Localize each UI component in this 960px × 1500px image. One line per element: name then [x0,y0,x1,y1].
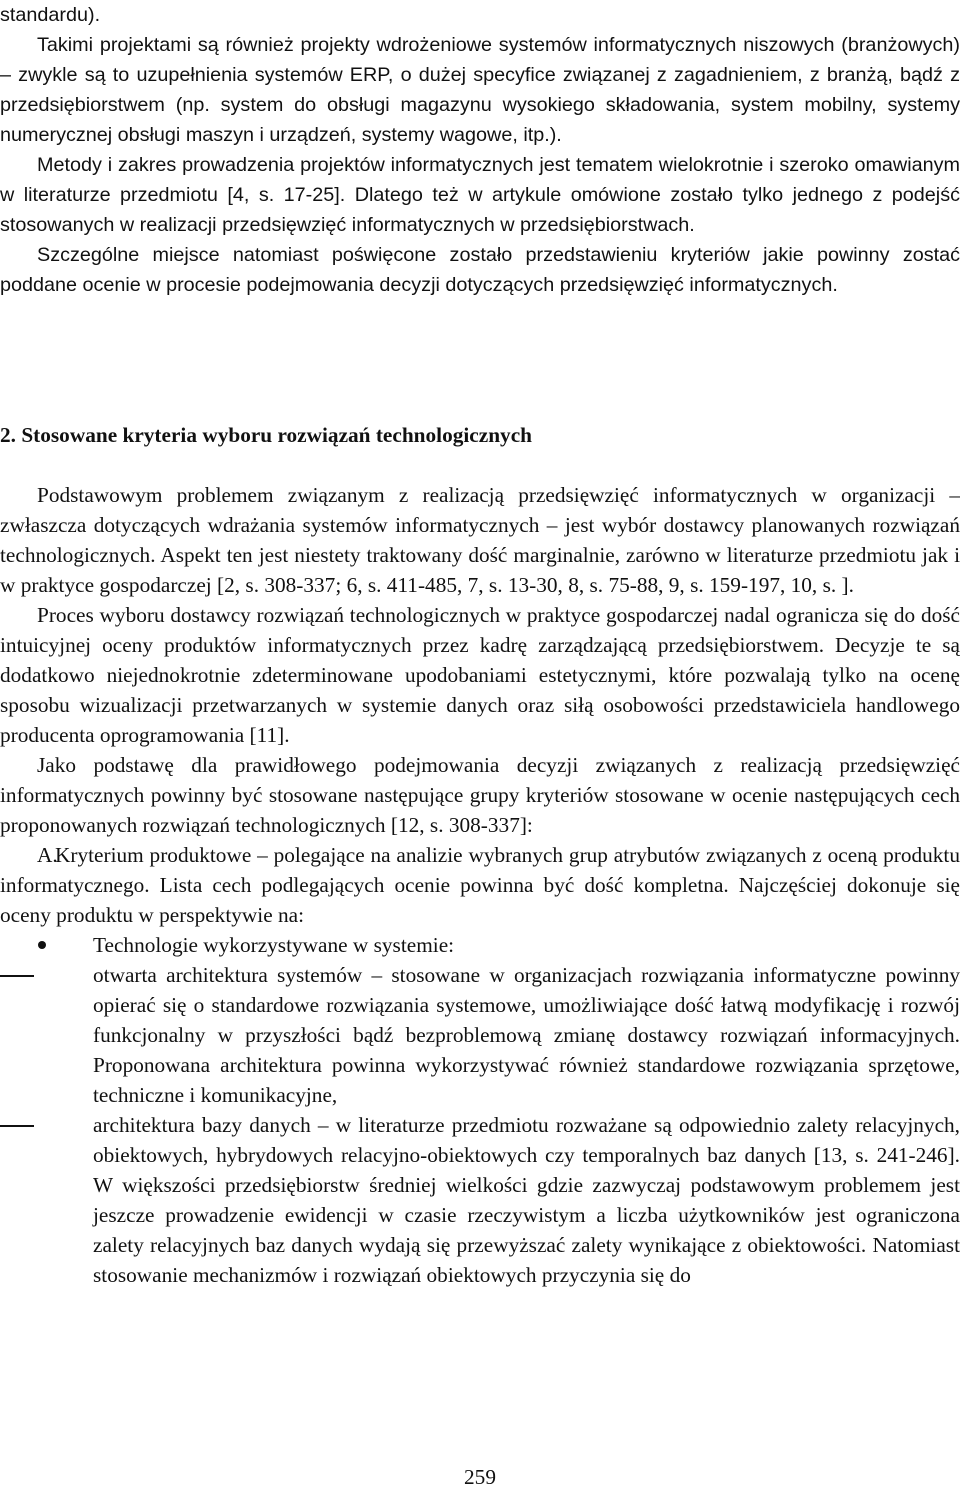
criteria-list [0,930,960,1290]
list-item-text: architektura bazy danych – w literaturze przedmiotu rozważane są odpowiednio zalety relacyjnych, obiektowych, hybrydowych relacyjno-obiektowych czy temporalnych baz danych [13, s. 241-246]. W większości przedsiębiorstw średniej wielkości gdzie zazwyczaj podstawowym problemem jest jeszcze prowadzenie ewidencji w czasie rzeczywistym a liczba użytkowników jest ograniczona zalety relacyjnych baz danych wydają się przewyższać zalety wynikające z obiektowości. Natomiast stosowanie mechanizmów i rozwiązań obiektowych przyczynia się do [93,1113,960,1287]
list-item [0,1110,960,1290]
section-1-body [0,30,960,300]
criterion-label: A. [37,843,58,867]
section-2-body [0,480,960,1290]
list-item [0,960,960,1110]
paragraph: Podstawowym problemem związanym z realizacją przedsięwzięć informatycznych w organizacji – zwłaszcza dotyczących wdrażania systemów informatycznych – jest wybór dostawcy planowanych rozwiązań technologicznych. Aspekt ten jest niestety traktowany dość marginalnie, zarówno w literaturze przedmiotu jak i w praktyce gospodarczej [2, s. 308-337; 6, s. 411-485, 7, s. 13-30, 8, s. 75-88, 9, s. 159-197, 10, s. ]. [0,483,960,597]
section-2 [0,420,960,1287]
list-item-text: Technologie wykorzystywane w systemie: [93,933,455,957]
paragraph: Jako podstawę dla prawidłowego podejmowania decyzji związanych z realizacją przedsięwzięć informatycznych powinny być stosowane następujące grupy kryteriów stosowane w ocenie następujących cech proponowanych rozwiązań technologicznych [12, s. 308-337]: [0,753,960,837]
page-number: 259 [464,1465,496,1489]
dash-icon [0,975,34,977]
paragraph: Szczególne miejsce natomiast poświęcone zostało przedstawieniu kryteriów jakie powinny zostać poddane ocenie w procesie podejmowania decyzji dotyczących przedsięwzięć informatycznych. [0,244,960,296]
paragraph: Proces wyboru dostawcy rozwiązań technologicznych w praktyce gospodarczej nadal ogranicza się do dość intuicyjnej oceny produktów informatycznych przez kadrę zarządzającą przedsiębiorstwem. Decyzje te są dodatkowo niejednokrotnie zdeterminowane upodobaniami estetycznymi, które pozwalają tylko na ocenę sposobu wizualizacji przetwarzanych w systemie danych oraz siłą osobowości przedstawiciela handlowego producenta oprogramowania [11]. [0,603,960,747]
dash-icon [0,1125,34,1127]
section-title: Stosowane kryteria wyboru rozwiązań technologicznych [21,423,533,447]
list-item-text: otwarta architektura systemów – stosowane w organizacjach rozwiązania informatyczne powinny opierać się o standardowe rozwiązania systemowe, umożliwiające dość łatwą modyfikację i rozwój funkcjonalny w przyszłości bądź bezproblemową zmianę dostawcy rozwiązań informacyjnych. Proponowana architektura powinna wykorzystywać również standardowe rozwiązania sprzętowe, techniczne i komunikacyjne, [93,963,960,1107]
bullet-icon [38,941,46,949]
lead-in-text: standardu). [0,4,101,26]
paragraph: Metody i zakres prowadzenia projektów informatycznych jest tematem wielokrotnie i szeroko omawianym w literaturze przedmiotu [4, s. 17-25]. Dlatego też w artykule omówione zostało tylko jednego z podejść stosowanych w realizacji przedsięwzięć informatycznych w przedsiębiorstwach. [0,154,960,236]
criterion-a [0,840,960,930]
paragraph: Takimi projektami są również projekty wdrożeniowe systemów informatycznych niszowych (branżowych) – zwykle są to uzupełnienia systemów ERP, o dużej specyfice związanej z zagadnieniem, z branżą, bądź z przedsiębiorstwem (np. system do obsługi magazynu wysokiego składowania, system mobilny, systemy numerycznej obsługi maszyn i urządzeń, systemy wagowe, itp.). [0,34,960,146]
criterion-text: Kryterium produktowe – polegające na analizie wybranych grup atrybutów związanych z oceną produktu informatycznego. Lista cech podlegających ocenie powinna być dość kompletna. Najczęściej dokonuje się oceny produktu w perspektywie na: [0,843,960,927]
section-number: 2. [0,423,16,447]
list-item [0,930,960,960]
section-heading [0,420,960,450]
